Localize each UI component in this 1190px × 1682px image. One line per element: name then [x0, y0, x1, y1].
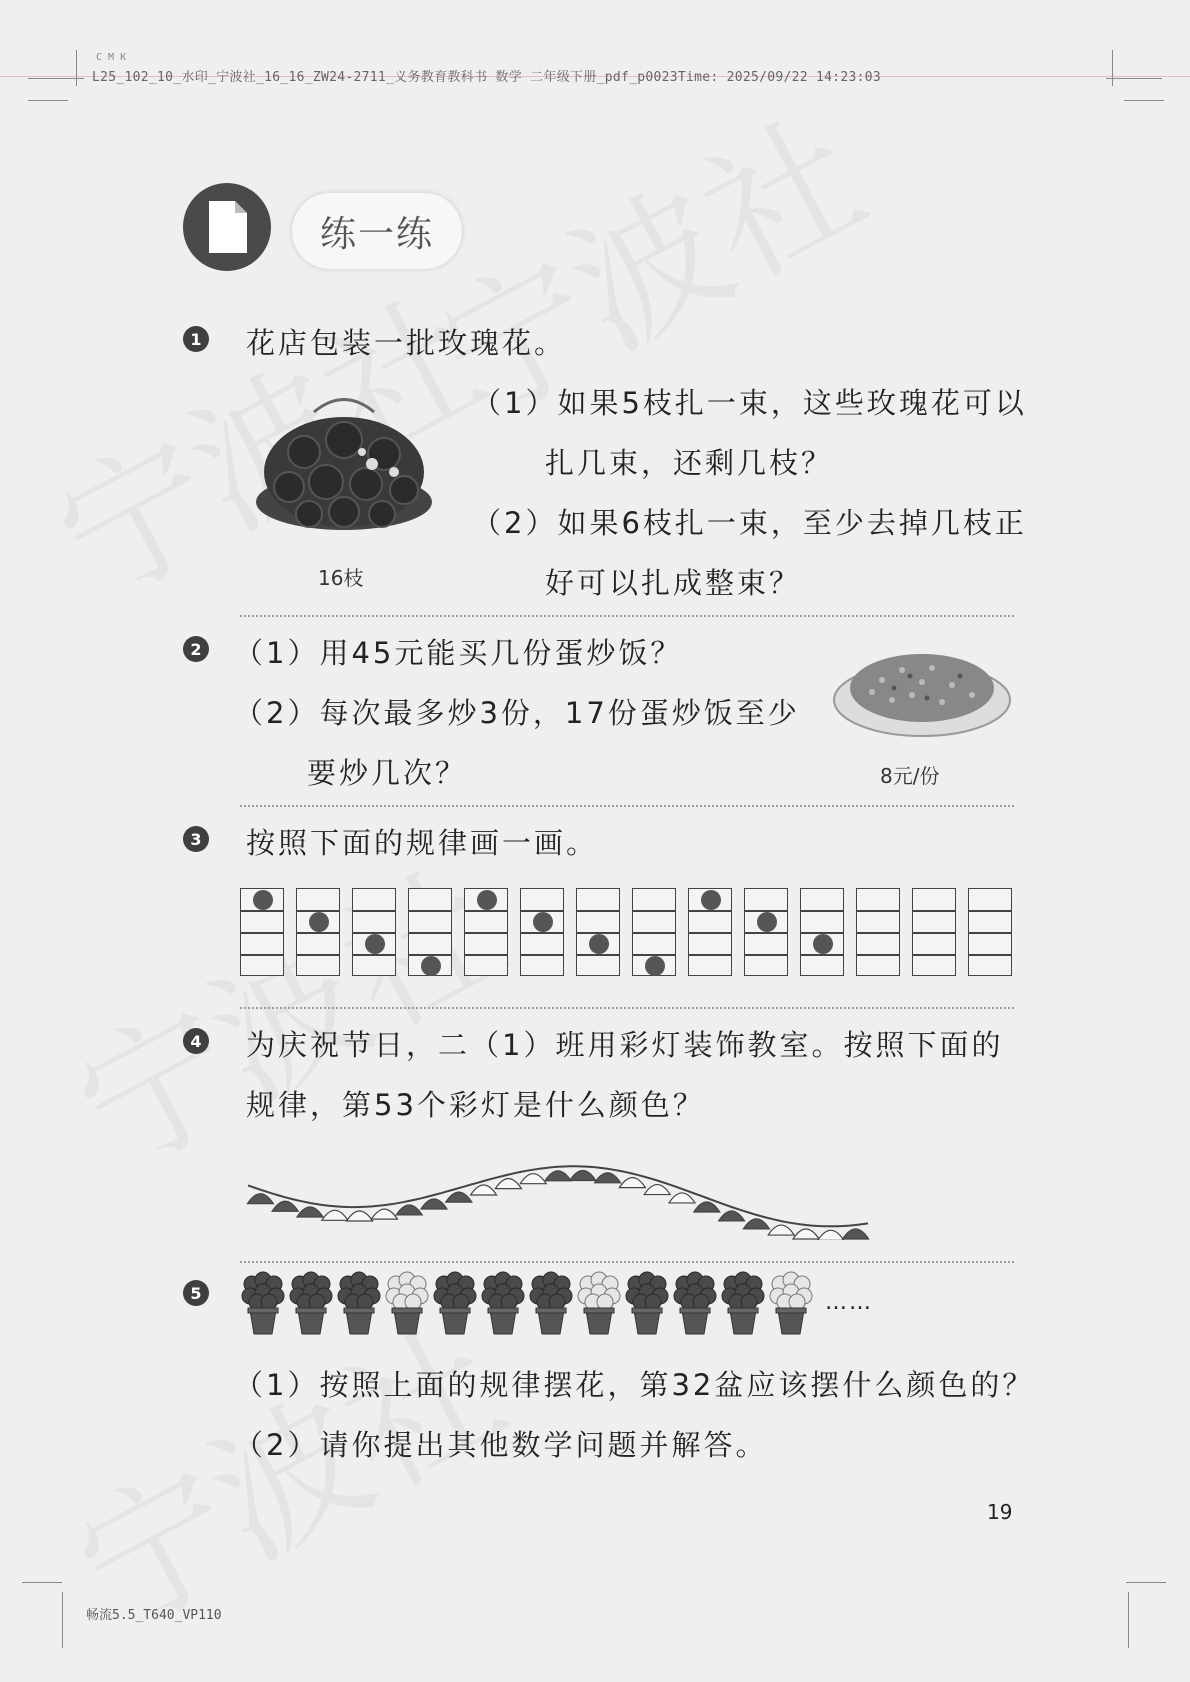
divider [240, 805, 1014, 807]
crop-mark [22, 1582, 62, 1583]
pattern-box-rule [577, 910, 619, 912]
q1-stem: 花店包装一批玫瑰花。 [246, 326, 567, 360]
pattern-box [688, 888, 732, 976]
lantern [818, 1230, 844, 1240]
lantern [396, 1205, 422, 1215]
q2-part2-line2: 要炒几次？ [307, 756, 468, 790]
lantern [495, 1179, 521, 1189]
pattern-box-rule [521, 932, 563, 934]
flower-pot [432, 1270, 478, 1336]
q3-stem: 按照下面的规律画一画。 [246, 826, 599, 860]
pattern-box-rule [745, 954, 787, 956]
q1-part1-line1: （1）如果5枝扎一束，这些玫瑰花可以 [472, 386, 1027, 420]
lantern [322, 1210, 348, 1220]
lantern [272, 1201, 298, 1211]
q1-part2-line1: （2）如果6枝扎一束，至少去掉几枝正 [472, 506, 1027, 540]
question-number: 1 [183, 326, 209, 352]
flower-pot [336, 1270, 382, 1336]
ellipsis: …… [825, 1290, 873, 1315]
flower-pot [528, 1270, 574, 1336]
pattern-box [408, 888, 452, 976]
pattern-dot [533, 912, 553, 932]
pattern-box [352, 888, 396, 976]
pattern-box-rule [241, 910, 283, 912]
pattern-box-rule [297, 932, 339, 934]
price-caption: 8元/份 [880, 764, 940, 788]
pattern-dot [813, 934, 833, 954]
question-number: 5 [183, 1280, 209, 1306]
lantern [471, 1185, 497, 1195]
lantern [446, 1192, 472, 1202]
pattern-dot [701, 890, 721, 910]
pattern-dot [309, 912, 329, 932]
pattern-dot [253, 890, 273, 910]
pattern-box [520, 888, 564, 976]
lantern [719, 1211, 745, 1221]
divider [240, 1007, 1014, 1009]
page-number: 19 [987, 1500, 1013, 1524]
roses-image [254, 392, 434, 551]
pattern-box-rule [913, 954, 955, 956]
flower-pot [480, 1270, 526, 1336]
fried-rice-image [832, 640, 1012, 744]
crop-mark [1112, 50, 1113, 86]
divider [240, 1261, 1014, 1263]
flower-pot [672, 1270, 718, 1336]
flower-pot [624, 1270, 670, 1336]
crop-mark [1106, 78, 1162, 79]
lantern [545, 1171, 571, 1181]
pattern-box-rule [857, 932, 899, 934]
pattern-box-rule [521, 954, 563, 956]
q4-line1: 为庆祝节日，二（1）班用彩灯装饰教室。按照下面的 [246, 1028, 1004, 1062]
lantern [669, 1193, 695, 1203]
pattern-box-rule [969, 910, 1011, 912]
pattern-box-rule [577, 954, 619, 956]
crop-mark [76, 50, 77, 86]
flower-pot [240, 1270, 286, 1336]
lantern [297, 1207, 323, 1217]
question-number: 4 [183, 1028, 209, 1054]
pattern-box-rule [241, 954, 283, 956]
pattern-box [800, 888, 844, 976]
q1-part2-line2: 好可以扎成整束？ [545, 566, 802, 600]
pattern-box-rule [689, 910, 731, 912]
pattern-box-rule [241, 932, 283, 934]
divider [240, 615, 1014, 617]
lantern [619, 1178, 645, 1188]
lantern [644, 1185, 670, 1195]
print-header: L25_102_10_水印_宁波社_16_16_ZW24-2711_义务教育教科书 数学 二年级下册_pdf_p0023Time: 2025/09/22 14:23:03 [92, 70, 882, 85]
pattern-box-rule [913, 910, 955, 912]
crop-mark [1126, 1582, 1166, 1583]
pattern-box-rule [801, 910, 843, 912]
pattern-box [576, 888, 620, 976]
flower-pot [288, 1270, 334, 1336]
q5-part1: （1）按照上面的规律摆花，第32盆应该摆什么颜色的？ [234, 1368, 1035, 1402]
pattern-box [296, 888, 340, 976]
lantern [247, 1194, 273, 1204]
crop-mark [1124, 100, 1164, 101]
pattern-dot [757, 912, 777, 932]
q2-part1: （1）用45元能买几份蛋炒饭？ [234, 636, 683, 670]
pattern-dot [589, 934, 609, 954]
pattern-box-rule [633, 932, 675, 934]
q1-part1-line2: 扎几束，还剩几枝？ [545, 446, 834, 480]
lantern [347, 1211, 373, 1221]
section-title: 练一练 [292, 193, 462, 269]
pattern-box [744, 888, 788, 976]
pattern-box [912, 888, 956, 976]
flower-pot [576, 1270, 622, 1336]
pattern-dot [421, 956, 441, 976]
question-number: 2 [183, 636, 209, 662]
lantern [743, 1219, 769, 1229]
pattern-box-rule [353, 910, 395, 912]
pattern-box-rule [465, 910, 507, 912]
lantern [520, 1174, 546, 1184]
print-footer: 畅流5.5_T640_VP110 [86, 1608, 222, 1623]
pattern-box-rule [801, 954, 843, 956]
pattern-box [632, 888, 676, 976]
pattern-box-rule [353, 954, 395, 956]
document-icon [183, 183, 271, 271]
pattern-box [968, 888, 1012, 976]
pattern-box [240, 888, 284, 976]
pattern-box-rule [689, 954, 731, 956]
crop-mark [1128, 1592, 1129, 1648]
print-header-marks: C M K [96, 52, 127, 63]
pattern-box-rule [745, 932, 787, 934]
flower-pot [720, 1270, 766, 1336]
pattern-dot [645, 956, 665, 976]
q5-part2: （2）请你提出其他数学问题并解答。 [234, 1428, 768, 1462]
pattern-box-rule [465, 932, 507, 934]
roses-caption: 16枝 [318, 566, 364, 590]
lantern [421, 1199, 447, 1209]
lantern [371, 1209, 397, 1219]
lantern [694, 1202, 720, 1212]
pattern-box-rule [409, 910, 451, 912]
pattern-box [464, 888, 508, 976]
pattern-box-rule [857, 910, 899, 912]
pattern-box [856, 888, 900, 976]
question-number: 3 [183, 826, 209, 852]
pattern-dot [365, 934, 385, 954]
q2-part2-line1: （2）每次最多炒3份，17份蛋炒饭至少 [234, 696, 800, 730]
crop-mark [62, 1592, 63, 1648]
pattern-box-rule [689, 932, 731, 934]
lantern [768, 1225, 794, 1235]
lantern [843, 1229, 869, 1239]
lantern [570, 1171, 596, 1181]
pattern-box-rule [297, 954, 339, 956]
pattern-box-rule [409, 932, 451, 934]
pattern-box-rule [913, 932, 955, 934]
q4-line2: 规律，第53个彩灯是什么颜色？ [246, 1088, 705, 1122]
flower-pot-row [240, 1270, 800, 1340]
lantern [793, 1229, 819, 1239]
pattern-box-rule [857, 954, 899, 956]
lantern-string [240, 1140, 880, 1244]
crop-mark [28, 100, 68, 101]
pattern-box-rule [633, 910, 675, 912]
flower-pot [768, 1270, 814, 1336]
pattern-dot [477, 890, 497, 910]
pattern-boxes [240, 888, 1014, 978]
flower-pot [384, 1270, 430, 1336]
lantern [595, 1173, 621, 1183]
pattern-box-rule [969, 954, 1011, 956]
pattern-box-rule [465, 954, 507, 956]
pattern-box-rule [969, 932, 1011, 934]
